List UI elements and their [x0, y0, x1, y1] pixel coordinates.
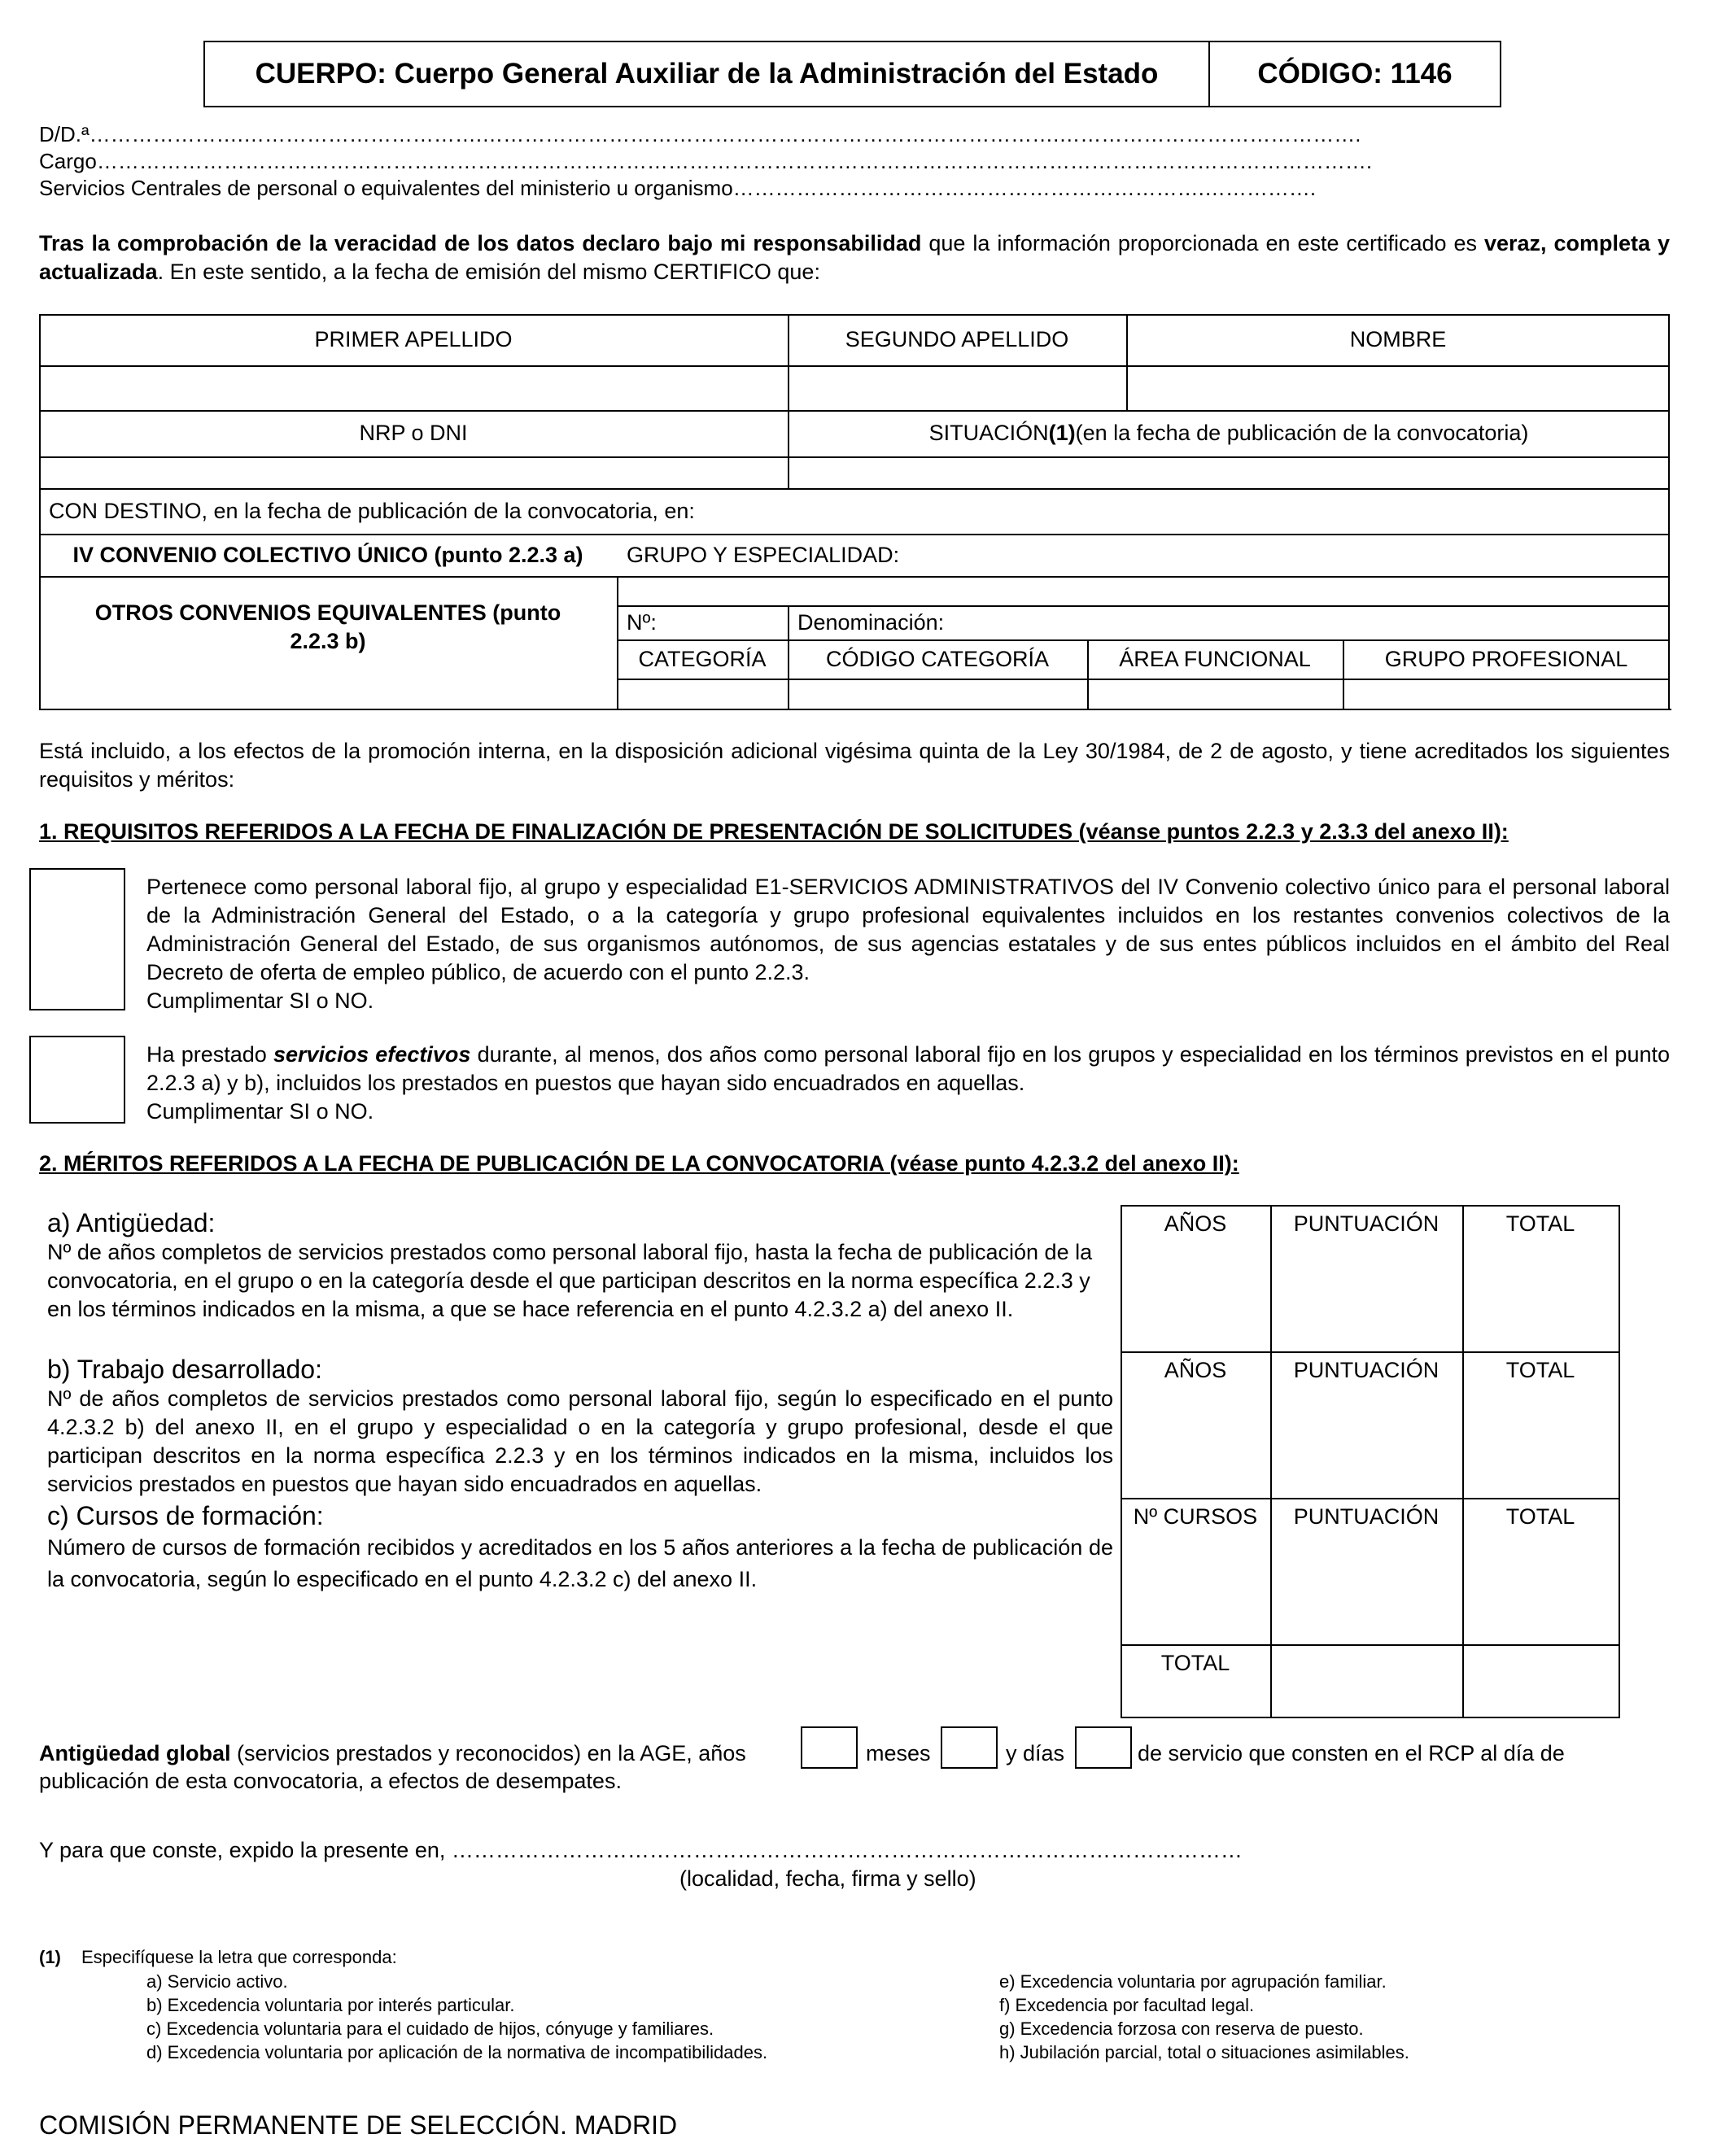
footer-commission: COMISIÓN PERMANENTE DE SELECCIÓN. MADRID	[39, 2110, 678, 2140]
requisito-2-a: Ha prestado	[146, 1042, 273, 1067]
note-list-left	[146, 1970, 767, 2064]
antiguedad-text: Nº de años completos de servicios prestados como personal laboral fijo, hasta la fecha de publicación de la convocatoria, en el grupo o en la categoría desde el que participan descritos en la norma específica 2.2.3 y en los términos indicados en la misma, a que se hace referencia en el punto 4.2.3.2 a) del anexo II.	[47, 1240, 1093, 1321]
nombre-header: NOMBRE	[1349, 327, 1447, 351]
intro-paragraph	[39, 229, 1670, 286]
area-funcional-header: ÁREA FUNCIONAL	[1119, 646, 1311, 671]
global-bold: Antigüedad global	[39, 1741, 231, 1765]
segundo-apellido-header: SEGUNDO APELLIDO	[845, 327, 1069, 351]
iv-convenio-label: IV CONVENIO COLECTIVO ÚNICO (punto 2.2.3 a)	[72, 542, 583, 567]
meses-label: meses	[866, 1741, 931, 1765]
note-list-right	[999, 1970, 1409, 2064]
dias-label: y días	[1006, 1741, 1065, 1765]
header-box	[203, 41, 1501, 107]
requisito-2-text	[146, 1041, 1670, 1098]
nrp-header: NRP o DNI	[359, 421, 468, 445]
cargo-field[interactable]: Cargo……………………………………………………………………………………………………………………………………………………………….	[39, 149, 1373, 173]
primer-apellido-input[interactable]	[41, 367, 786, 409]
trabajo-title: b) Trabajo desarrollado:	[47, 1355, 322, 1384]
nrp-input[interactable]	[41, 458, 786, 487]
requisito-1-instruction: Cumplimentar SI o NO.	[146, 989, 374, 1013]
expido-line[interactable]: Y para que conste, expido la presente en, ………………………………………………………………………………………………	[39, 1838, 1243, 1862]
anos-box[interactable]	[801, 1726, 858, 1769]
meritos-table	[1121, 1205, 1620, 1718]
intro-text-2: . En este sentido, a la fecha de emisión del mismo CERTIFICO que:	[157, 260, 820, 284]
firma-caption: (localidad, fecha, firma y sello)	[679, 1866, 976, 1891]
total-header-a: TOTAL	[1505, 1211, 1575, 1236]
total-puntuacion-cell[interactable]	[1272, 1646, 1461, 1716]
grupo-especialidad-label[interactable]: GRUPO Y ESPECIALIDAD:	[627, 542, 900, 567]
codigo-categoria-header: CÓDIGO CATEGORÍA	[825, 646, 1050, 671]
puntuacion-header-a: PUNTUACIÓN	[1293, 1211, 1439, 1236]
total-header-c: TOTAL	[1505, 1504, 1575, 1529]
grupo-profesional-header: GRUPO PROFESIONAL	[1384, 646, 1628, 671]
no-label[interactable]: Nº:	[627, 609, 657, 635]
cursos-title: c) Cursos de formación:	[47, 1501, 324, 1530]
categoria-header: CATEGORÍA	[638, 646, 767, 671]
note-b: b) Excedencia voluntaria por interés particular.	[146, 1995, 515, 2015]
meritos-heading: 2. MÉRITOS REFERIDOS A LA FECHA DE PUBLICACIÓN DE LA CONVOCATORIA (véase punto 4.2.3.2 del anexo II):	[39, 1151, 1239, 1176]
requisito-2-instruction: Cumplimentar SI o NO.	[146, 1099, 374, 1124]
note-d: d) Excedencia voluntaria por aplicación de la normativa de incompatibilidades.	[146, 2042, 768, 2062]
requisito-2-checkbox[interactable]	[29, 1036, 125, 1124]
puntuacion-header-b: PUNTUACIÓN	[1293, 1358, 1439, 1382]
note-a: a) Servicio activo.	[146, 1971, 288, 1992]
situacion-header	[788, 410, 1670, 456]
situacion-note-ref: (1)	[1048, 421, 1076, 445]
area-funcional-input[interactable]	[1089, 680, 1341, 708]
grupo-profesional-input[interactable]	[1344, 680, 1667, 708]
intro-bold: Tras la comprobación de la veracidad de los datos declaro bajo mi responsabilidad	[39, 231, 922, 255]
categoria-input[interactable]	[618, 680, 786, 708]
anos-header-b: AÑOS	[1164, 1358, 1227, 1382]
destino-label: CON DESTINO, en la fecha de publicación de la convocatoria, en:	[49, 498, 695, 523]
anos-header-a: AÑOS	[1164, 1211, 1227, 1236]
global-text-1: (servicios prestados y reconocidos) en la AGE, años	[230, 1741, 746, 1765]
incluido-paragraph: Está incluido, a los efectos de la promoción interna, en la disposición adicional vigésima quinta de la Ley 30/1984, de 2 de agosto, y tiene acreditados los siguientes requisitos y méritos:	[39, 739, 1670, 792]
situacion-detail: (en la fecha de publicación de la convocatoria)	[1075, 421, 1529, 445]
requisitos-heading: 1. REQUISITOS REFERIDOS A LA FECHA DE FINALIZACIÓN DE PRESENTACIÓN DE SOLICITUDES (véanse puntos 2.2.3 y 2.3.3 del anexo II):	[39, 819, 1509, 844]
cursos-header-c: Nº CURSOS	[1133, 1504, 1258, 1529]
intro-text-1: que la información proporcionada en este certificado es	[921, 231, 1484, 255]
total-total-cell[interactable]	[1464, 1646, 1617, 1716]
puntuacion-header-c: PUNTUACIÓN	[1293, 1504, 1439, 1529]
situacion-input[interactable]	[789, 458, 1667, 487]
dd-field[interactable]: D/D.ª………………….…………………………….……………………………………………………………………….…………………………………….	[39, 122, 1361, 146]
total-header-b: TOTAL	[1505, 1358, 1575, 1382]
total-row-label: TOTAL	[1160, 1651, 1230, 1675]
codigo-title: CÓDIGO: 1146	[1257, 58, 1453, 89]
note-c: c) Excedencia voluntaria para el cuidado de hijos, cónyuge y familiares.	[146, 2019, 714, 2039]
global-text-2: de servicio que consten en el RCP al día de	[1138, 1741, 1565, 1765]
intro-bold-2: veraz, completa y actualizada	[39, 231, 1670, 284]
note-e: e) Excedencia voluntaria por agrupación familiar.	[999, 1971, 1387, 1992]
trabajo-text: Nº de años completos de servicios prestados como personal laboral fijo, según lo especificado en el punto 4.2.3.2 b) del anexo II, en el grupo y especialidad o en la categoría y grupo profesional, desde el que participan descritos en la norma específica 2.2.3 y en los términos indicados en la misma, incluidos los servicios prestados en puestos que hayan sido encuadrados en aquellas.	[47, 1386, 1113, 1496]
note-f: f) Excedencia por facultad legal.	[999, 1995, 1255, 2015]
otros-convenios-label: OTROS CONVENIOS EQUIVALENTES (punto 2.2.3 b)	[94, 600, 561, 653]
nombre-input[interactable]	[1128, 367, 1667, 409]
servicios-field[interactable]: Servicios Centrales de personal o equivalentes del ministerio u organismo………………………………………………………….…………….	[39, 176, 1317, 200]
global-text-3: publicación de esta convocatoria, a efectos de desempates.	[39, 1769, 622, 1793]
codigo-categoria-input[interactable]	[789, 680, 1086, 708]
situacion-label: SITUACIÓN	[928, 421, 1049, 445]
note-number: (1)	[39, 1947, 61, 1967]
segundo-apellido-input[interactable]	[789, 367, 1125, 409]
note-head: Especifíquese la letra que corresponda:	[81, 1947, 397, 1967]
requisito-2-emphasis: servicios efectivos	[273, 1042, 471, 1067]
requisito-2-c: durante, al menos, dos años como personal laboral fijo en los grupos y especialidad en los términos previstos en el punto 2.2.3 a) y b), incluidos los prestados en puestos que hayan sido encuadrados en aquellas.	[146, 1042, 1670, 1095]
personal-data-table	[39, 314, 1670, 710]
requisito-1-checkbox[interactable]	[29, 868, 125, 1010]
cursos-text: Número de cursos de formación recibidos y acreditados en los 5 años anteriores a la fecha de publicación de la convocatoria, según lo especificado en el punto 4.2.3.2 c) del anexo II.	[47, 1535, 1113, 1591]
denominacion-label[interactable]: Denominación:	[797, 609, 945, 635]
meses-box[interactable]	[941, 1726, 998, 1769]
primer-apellido-header: PRIMER APELLIDO	[314, 327, 513, 351]
antiguedad-title: a) Antigüedad:	[47, 1208, 216, 1237]
note-g: g) Excedencia forzosa con reserva de puesto.	[999, 2019, 1364, 2039]
requisito-1-text: Pertenece como personal laboral fijo, al grupo y especialidad E1-SERVICIOS ADMINISTRATIVOS del IV Convenio colectivo único para el personal laboral de la Administración General del Estado, o a la categoría y grupo profesional equivalentes incluidos en los restantes convenios colectivos de la Administración General del Estado, de sus organismos autónomos, de sus agencias estatales y de sus entes públicos incluidos en el ámbito del Real Decreto de oferta de empleo público, de acuerdo con el punto 2.2.3.	[146, 875, 1670, 984]
dias-box[interactable]	[1075, 1726, 1132, 1769]
cuerpo-title: CUERPO: Cuerpo General Auxiliar de la Administración del Estado	[205, 42, 1210, 106]
note-h: h) Jubilación parcial, total o situaciones asimilables.	[999, 2042, 1409, 2062]
global-line	[39, 1739, 746, 1768]
